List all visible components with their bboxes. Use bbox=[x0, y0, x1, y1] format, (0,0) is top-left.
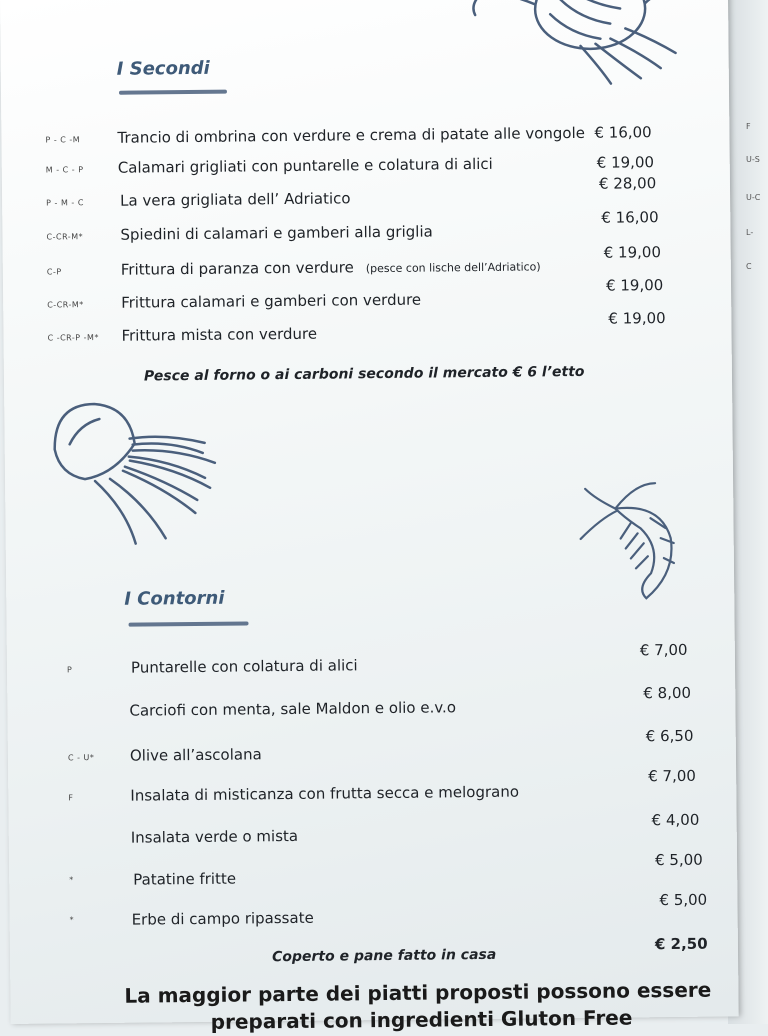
item-code: F bbox=[68, 793, 74, 803]
item-name: Olive all’ascolana bbox=[129, 745, 262, 765]
menu-item bbox=[9, 850, 737, 894]
item-name: Frittura mista con verdure bbox=[121, 324, 318, 345]
item-price: € 16,00 bbox=[601, 208, 659, 227]
item-code: P - M - C bbox=[46, 198, 84, 208]
item-name: Insalata verde o mista bbox=[130, 826, 299, 847]
edge-code: L- bbox=[746, 228, 754, 237]
item-price: € 6,50 bbox=[645, 726, 694, 746]
item-name: Patatine fritte bbox=[133, 869, 237, 889]
title-underline bbox=[119, 90, 227, 95]
item-code: P - C -M bbox=[45, 135, 81, 145]
section-title-secondi: I Secondi bbox=[116, 57, 210, 80]
item-price: € 5,00 bbox=[659, 890, 708, 910]
item-price: € 7,00 bbox=[639, 640, 688, 660]
coperto-price: € 2,50 bbox=[654, 934, 708, 954]
item-name: La vera grigliata dell’ Adriatico bbox=[120, 189, 351, 210]
menu-item bbox=[10, 890, 738, 934]
item-note: (pesce con lische dell’Adriatico) bbox=[365, 260, 541, 276]
item-price: € 19,00 bbox=[608, 309, 666, 328]
item-code: C-CR-M* bbox=[47, 300, 84, 310]
section-title-contorni: I Contorni bbox=[124, 587, 225, 610]
market-note: Pesce al forno o ai carboni secondo il mercato € 6 l’etto bbox=[143, 363, 585, 385]
item-code: C -CR-P -M* bbox=[47, 332, 99, 343]
menu-item bbox=[8, 726, 736, 770]
item-code: C - U* bbox=[67, 753, 95, 763]
item-code: P bbox=[66, 665, 73, 675]
item-name: Trancio di ombrina con verdure e crema di patate alle vongole bbox=[117, 123, 586, 147]
item-name: Puntarelle con colatura di alici bbox=[130, 656, 358, 677]
item-code: * bbox=[69, 875, 74, 885]
item-name: Calamari grigliati con puntarelle e colatura di alici bbox=[117, 154, 493, 177]
item-price: € 5,00 bbox=[654, 850, 703, 870]
item-name: Erbe di campo ripassate bbox=[131, 908, 314, 929]
jellyfish-icon bbox=[44, 398, 226, 550]
title-underline bbox=[129, 621, 249, 626]
menu-item bbox=[3, 309, 731, 350]
edge-code: C bbox=[746, 262, 752, 271]
item-price: € 19,00 bbox=[603, 243, 662, 262]
footer-gluten-note: La maggior parte dei piatti proposti possono essere bbox=[124, 977, 712, 1008]
item-price: € 16,00 bbox=[594, 123, 652, 142]
footer-gluten-note-2: preparati con ingredienti Gluton Free bbox=[210, 1005, 633, 1034]
item-code: C-P bbox=[46, 267, 62, 277]
item-price: € 8,00 bbox=[643, 683, 692, 703]
item-name: Carciofi con menta, sale Maldon e olio e.v.o bbox=[129, 698, 457, 720]
menu-item bbox=[7, 640, 735, 682]
item-name: Frittura calamari e gamberi con verdure bbox=[121, 290, 422, 312]
item-price: € 4,00 bbox=[651, 810, 700, 830]
shrimp-icon bbox=[575, 478, 696, 609]
item-code: C-CR-M* bbox=[46, 232, 84, 242]
menu-item bbox=[8, 766, 736, 810]
item-name: Frittura di paranza con verdure bbox=[120, 258, 354, 279]
item-name: Insalata di misticanza con frutta secca e melograno bbox=[130, 782, 520, 805]
item-price: € 19,00 bbox=[605, 276, 664, 295]
item-code: * bbox=[69, 915, 75, 925]
item-price: € 7,00 bbox=[648, 766, 696, 786]
edge-code: F bbox=[746, 122, 751, 131]
menu-item bbox=[9, 810, 737, 852]
menu-item bbox=[7, 683, 735, 725]
item-code: M - C - P bbox=[45, 165, 84, 175]
crab-icon bbox=[460, 0, 691, 105]
edge-code: U-S bbox=[746, 155, 760, 164]
coperto-label: Coperto e pane fatto in casa bbox=[271, 946, 497, 966]
item-price: € 19,00 bbox=[596, 153, 655, 172]
item-name: Spiedini di calamari e gamberi alla griglia bbox=[120, 222, 433, 244]
item-price: € 28,00 bbox=[598, 174, 657, 193]
edge-code: U-C bbox=[746, 193, 761, 202]
menu-item bbox=[1, 122, 729, 152]
